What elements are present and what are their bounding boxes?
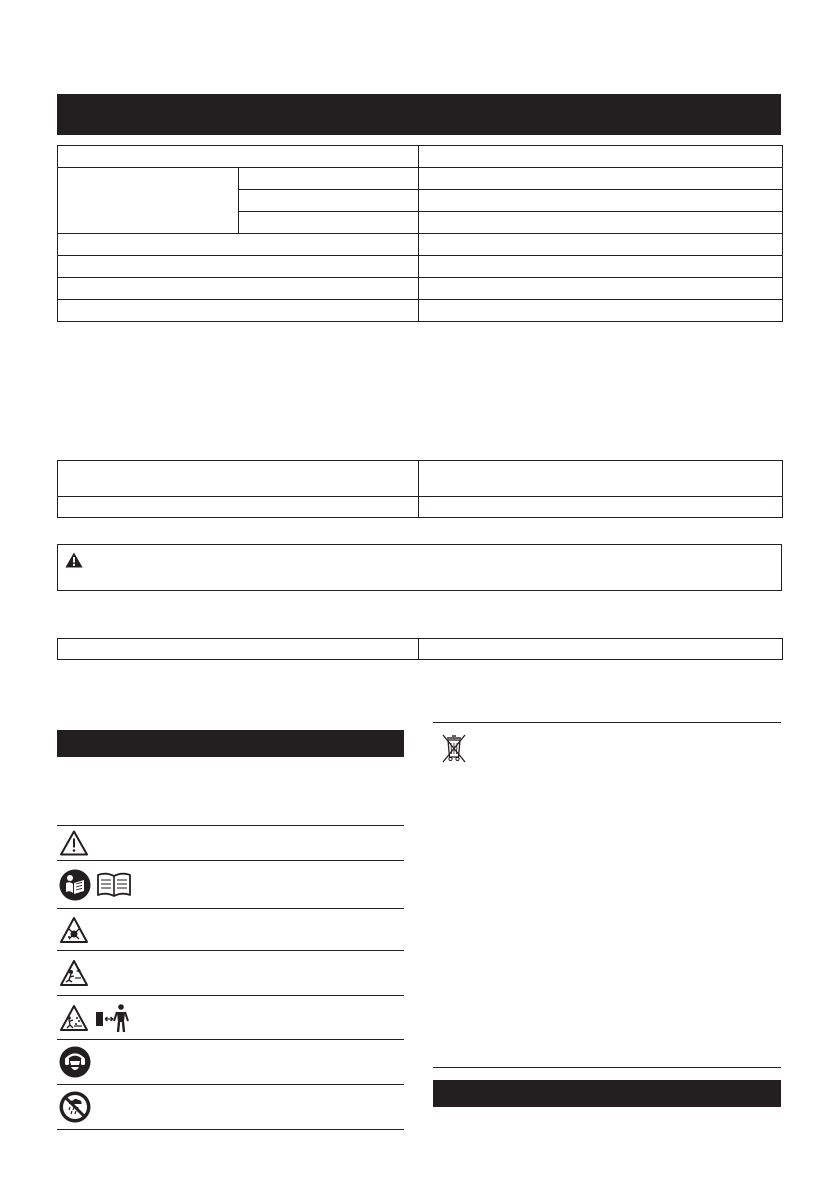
table-row xyxy=(58,168,783,190)
flying-debris-warning-icon xyxy=(59,1004,89,1032)
crossed-wheelie-bin-icon xyxy=(440,732,468,764)
noise-table xyxy=(57,460,783,518)
specifications-title-bar xyxy=(57,94,781,135)
table-row xyxy=(58,278,783,300)
open-book-icon xyxy=(95,871,133,899)
spec-label xyxy=(58,168,239,234)
spec-value xyxy=(419,168,783,190)
vibration-left xyxy=(58,639,419,660)
safety-header xyxy=(433,1080,781,1107)
symbols-title xyxy=(57,736,65,751)
divider xyxy=(433,722,781,723)
specifications-table xyxy=(57,145,783,322)
spec-label xyxy=(58,234,419,256)
spec-value xyxy=(419,300,783,322)
spec-label xyxy=(58,278,419,300)
list-item xyxy=(57,1085,404,1130)
table-row xyxy=(58,234,783,256)
spec-sub-label xyxy=(239,212,419,234)
symbols-header xyxy=(57,730,404,757)
list-item xyxy=(57,826,404,861)
spec-value xyxy=(419,190,783,212)
warning-triangle-icon xyxy=(65,552,83,568)
spec-sub-label xyxy=(239,168,419,190)
spec-label xyxy=(58,300,419,322)
spec-sub-label xyxy=(239,190,419,212)
spec-value xyxy=(419,146,783,168)
spec-label xyxy=(58,256,419,278)
no-rain-exposure-icon xyxy=(59,1091,91,1123)
warning-box xyxy=(57,544,782,591)
spec-value xyxy=(419,212,783,234)
safety-title xyxy=(433,1086,441,1101)
table-row xyxy=(58,300,783,322)
spec-value xyxy=(419,234,783,256)
list-item xyxy=(57,996,404,1040)
wear-eye-ear-protection-icon xyxy=(59,1046,91,1078)
table-row xyxy=(58,146,783,168)
vibration-table xyxy=(57,638,783,660)
table-row xyxy=(58,497,783,518)
vibration-right xyxy=(419,639,783,660)
list-item xyxy=(57,861,404,909)
list-item xyxy=(57,909,404,951)
spec-value xyxy=(419,278,783,300)
spec-label xyxy=(58,146,419,168)
noise-value-left xyxy=(58,497,419,518)
list-item xyxy=(57,1040,404,1085)
noise-value-right xyxy=(419,497,783,518)
page-title xyxy=(57,106,69,123)
read-manual-icon xyxy=(59,869,91,901)
table-row xyxy=(58,256,783,278)
thrown-objects-warning-icon xyxy=(59,916,89,944)
table-row xyxy=(58,461,783,497)
falling-objects-warning-icon xyxy=(59,959,89,987)
symbols-list xyxy=(57,825,404,1130)
keep-distance-icon xyxy=(93,1003,131,1033)
noise-header-right xyxy=(419,461,783,497)
noise-header-left xyxy=(58,461,419,497)
warning-triangle-icon xyxy=(59,830,89,857)
table-row xyxy=(58,639,783,660)
divider xyxy=(433,1067,781,1068)
spec-value xyxy=(419,256,783,278)
list-item xyxy=(57,951,404,996)
